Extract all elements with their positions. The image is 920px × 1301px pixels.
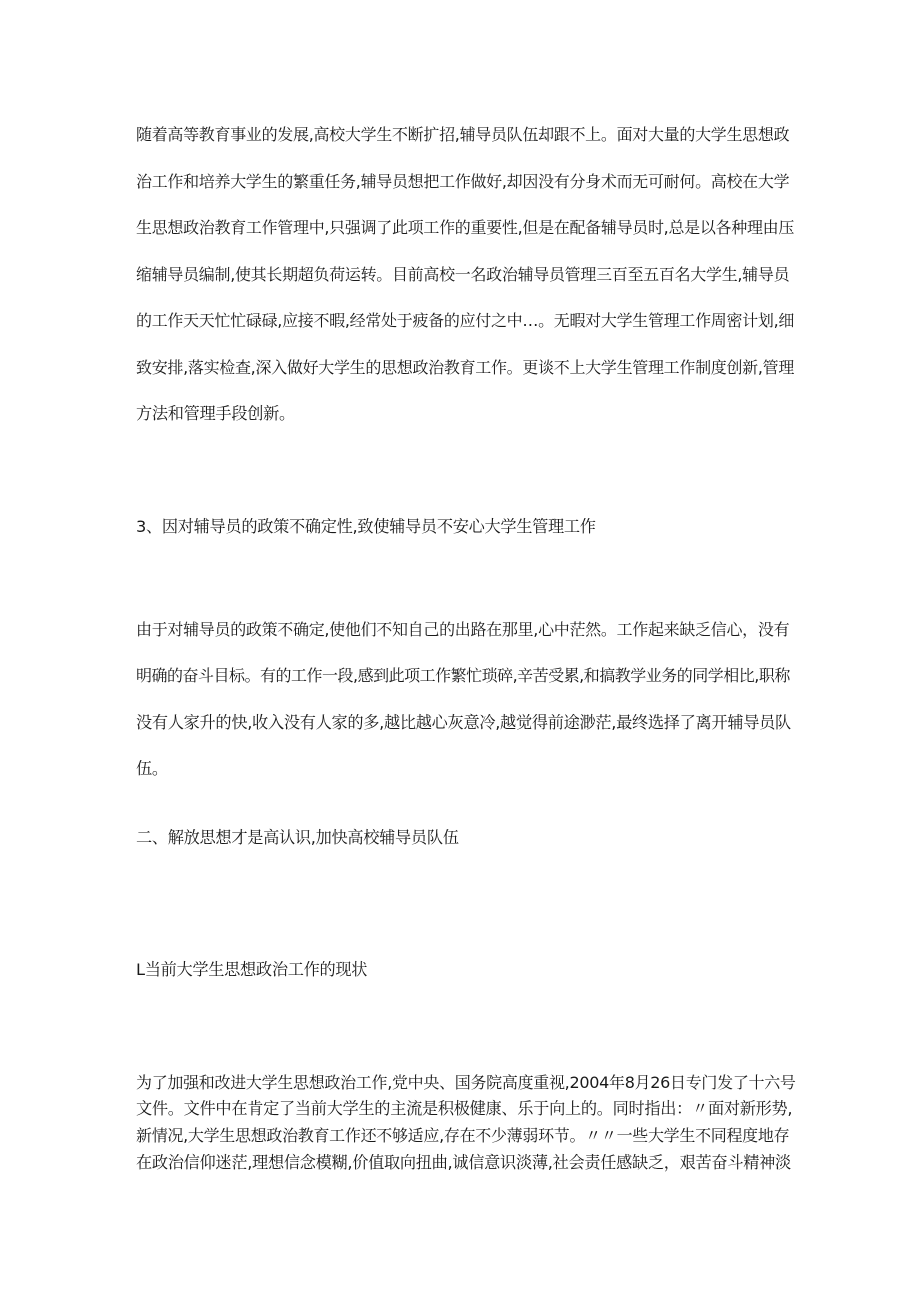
paragraph-2-line-3: 没有人家升的快,收入没有人家的多,越比越心灰意冷,越觉得前途渺茫,最终选择了离开辅导员队 (136, 713, 791, 732)
paragraph-1-line-2: 治工作和培养大学生的繁重任务,辅导员想把工作做好,却因没有分身术而无可耐何。高校在大学 (136, 172, 790, 191)
paragraph-2-line-1: 由于对辅导员的政策不确定,使他们不知自己的出路在那里,心中茫然。工作起来缺乏信心，没有 (136, 620, 790, 639)
paragraph-1-line-1: 随着高等教育事业的发展,高校大学生不断扩招,辅导员队伍却跟不上。面对大量的大学生思想政 (136, 125, 790, 144)
paragraph-3-line-2: 文件。文件中在肯定了当前大学生的主流是积极健康、乐于向上的。同时指出：〃面对新形势, (136, 1099, 793, 1118)
section-heading-3: 3、因对辅导员的政策不确定性,致使辅导员不安心大学生管理工作 (136, 517, 596, 536)
paragraph-2-line-4: 伍。 (136, 759, 168, 778)
subheading-1: L当前大学生思想政治工作的现状 (136, 960, 368, 979)
paragraph-2-line-2: 明确的奋斗目标。有的工作一段,感到此项工作繁忙琐碎,辛苦受累,和搞教学业务的同学相比,职称 (136, 666, 790, 685)
paragraph-1-line-4: 缩辅导员编制,使其长期超负荷运转。目前高校一名政治辅导员管理三百至五百名大学生,辅导员 (136, 265, 790, 284)
paragraph-3-line-4: 在政治信仰迷茫,理想信念模糊,价值取向扭曲,诚信意识淡薄,社会责任感缺乏，艰苦奋斗精神淡 (136, 1153, 791, 1172)
paragraph-3-line-1: 为了加强和改进大学生思想政治工作,党中央、国务院高度重视,2004年8月26日专门发了十六号 (136, 1073, 796, 1092)
paragraph-1-line-7: 方法和管理手段创新。 (136, 404, 295, 423)
paragraph-1-line-3: 生思想政治教育工作管理中,只强调了此项工作的重要性,但是在配备辅导员时,总是以各种理由压 (136, 218, 795, 237)
paragraph-1-line-5: 的工作天天忙忙碌碌,应接不暇,经常处于疲备的应付之中…。无暇对大学生管理工作周密计划,细 (136, 311, 795, 330)
paragraph-1-line-6: 致安排,落实检查,深入做好大学生的思想政治教育工作。更谈不上大学生管理工作制度创新,管理 (136, 358, 795, 377)
section-2-heading: 二、解放思想才是高认识,加快高校辅导员队伍 (136, 828, 459, 847)
paragraph-3-line-3: 新情况,大学生思想政治教育工作还不够适应,存在不少薄弱环节。〃〃一些大学生不同程度地存 (136, 1126, 790, 1145)
